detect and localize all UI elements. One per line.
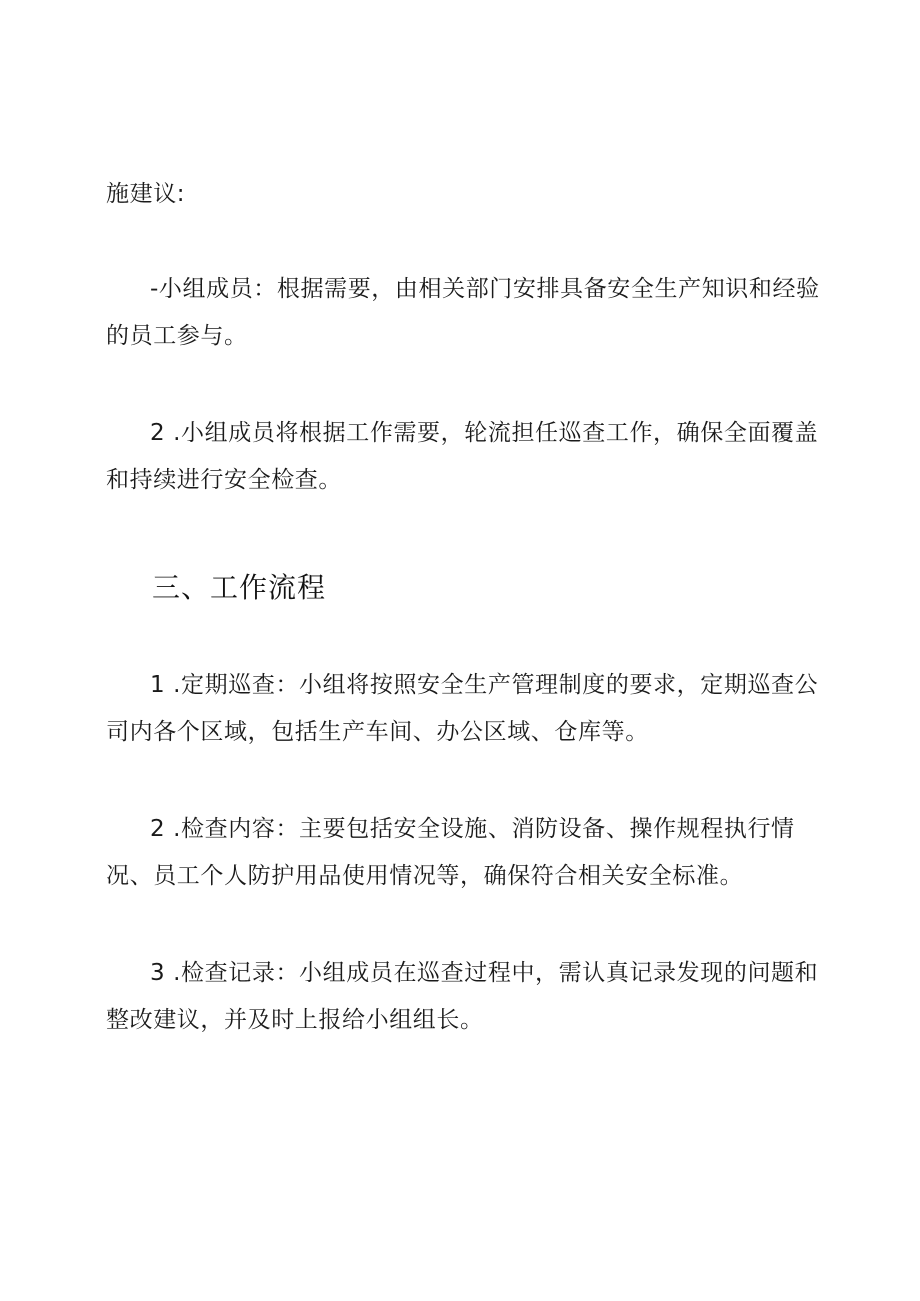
list-item-regular-inspection: 1 .定期巡查：小组将按照安全生产管理制度的要求，定期巡查公司内各个区域，包括生产车间、办公区域、仓库等。 [106, 672, 819, 745]
list-item-inspection-records: 3 .检查记录：小组成员在巡查过程中，需认真记录发现的问题和整改建议，并及时上报给小组组长。 [106, 960, 819, 1033]
paragraph-rotation: 2 .小组成员将根据工作需要，轮流担任巡查工作，确保全面覆盖和持续进行安全检查。 [106, 420, 819, 493]
list-item-inspection-content: 2 .检查内容：主要包括安全设施、消防设备、操作规程执行情况、员工个人防护用品使用情况等，确保符合相关安全标准。 [106, 816, 795, 889]
paragraph-continuation: 施建议: [106, 181, 186, 207]
section-heading-workflow: 三、工作流程 [152, 571, 327, 604]
paragraph-team-members: -小组成员：根据需要，由相关部门安排具备安全生产知识和经验的员工参与。 [106, 276, 820, 349]
